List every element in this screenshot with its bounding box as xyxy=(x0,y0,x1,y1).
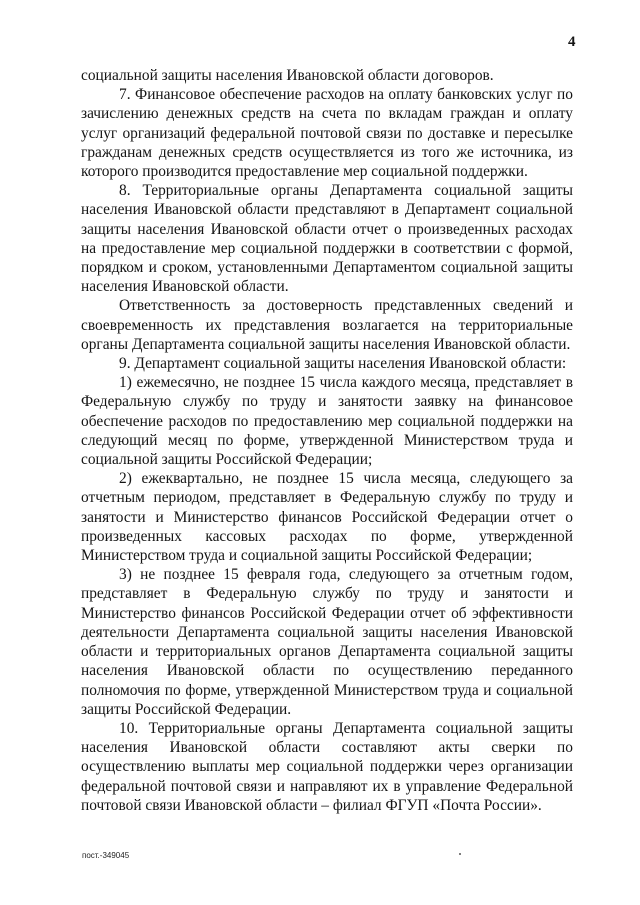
paragraph-9-item-1: 1) ежемесячно, не позднее 15 числа каждого месяца, представляет в Федеральную службу по труду и занятости заявку на финансовое обеспечение расходов по предоставлению мер социальной поддержки на следующий месяц по форме, утвержденной Министерством труда и социальной защиты Российской Федерации; xyxy=(81,374,573,469)
document-body xyxy=(81,66,573,815)
paragraph-continuation: социальной защиты населения Ивановской области договоров. xyxy=(81,67,494,84)
paragraph-8: 8. Территориальные органы Департамента социальной защиты населения Ивановской области представляют в Департамент социальной защиты населения Ивановской области отчет о произведенных расходах на предоставление мер социальной поддержки в соответствии с формой, порядком и сроком, установленными Департаментом социальной защиты населения Ивановской области. xyxy=(81,182,573,296)
paragraph-9-item-3: 3) не позднее 15 февраля года, следующего за отчетным годом, представляет в Федеральную службу по труду и занятости и Министерство финансов Российской Федерации отчет об эффективности деятельности Департамента социальной защиты населения Ивановской области и территориальных органов Департамента социальной защиты населения Ивановской области по осуществлению переданного полномочия по форме, утвержденной Министерством труда и социальной защиты Российской Федерации. xyxy=(81,566,573,718)
footer-code: пост.-349045 xyxy=(82,851,130,860)
paragraph-responsibility: Ответственность за достоверность представленных сведений и своевременность их представления возлагается на территориальные органы Департамента социальной защиты населения Ивановской области. xyxy=(81,297,573,353)
paragraph-7: 7. Финансовое обеспечение расходов на оплату банковских услуг по зачислению денежных средств на счета по вкладам граждан и оплату услуг организаций федеральной почтовой связи по доставке и пересылке гражданам денежных средств осуществляется из того же источника, из которого производится предоставление мер социальной поддержки. xyxy=(81,86,573,181)
paragraph-9: 9. Департамент социальной защиты населения Ивановской области: xyxy=(119,355,567,373)
scan-speck xyxy=(459,853,461,855)
paragraph-9-item-2: 2) ежеквартально, не позднее 15 числа месяца, следующего за отчетным периодом, представляет в Федеральную службу по труду и занятости и Министерство финансов Российской Федерации отчет о произведенных кассовых расходах по форме, утвержденной Министерством труда и социальной защиты Российской Федерации; xyxy=(81,470,573,565)
paragraph-10: 10. Территориальные органы Департамента социальной защиты населения Ивановской области составляют акты сверки по осуществлению выплаты мер социальной поддержки через организации федеральной почтовой связи и направляют их в управление Федеральной почтовой связи Ивановской области – филиал ФГУП «Почта России». xyxy=(81,719,573,814)
page-number: 4 xyxy=(568,34,576,50)
